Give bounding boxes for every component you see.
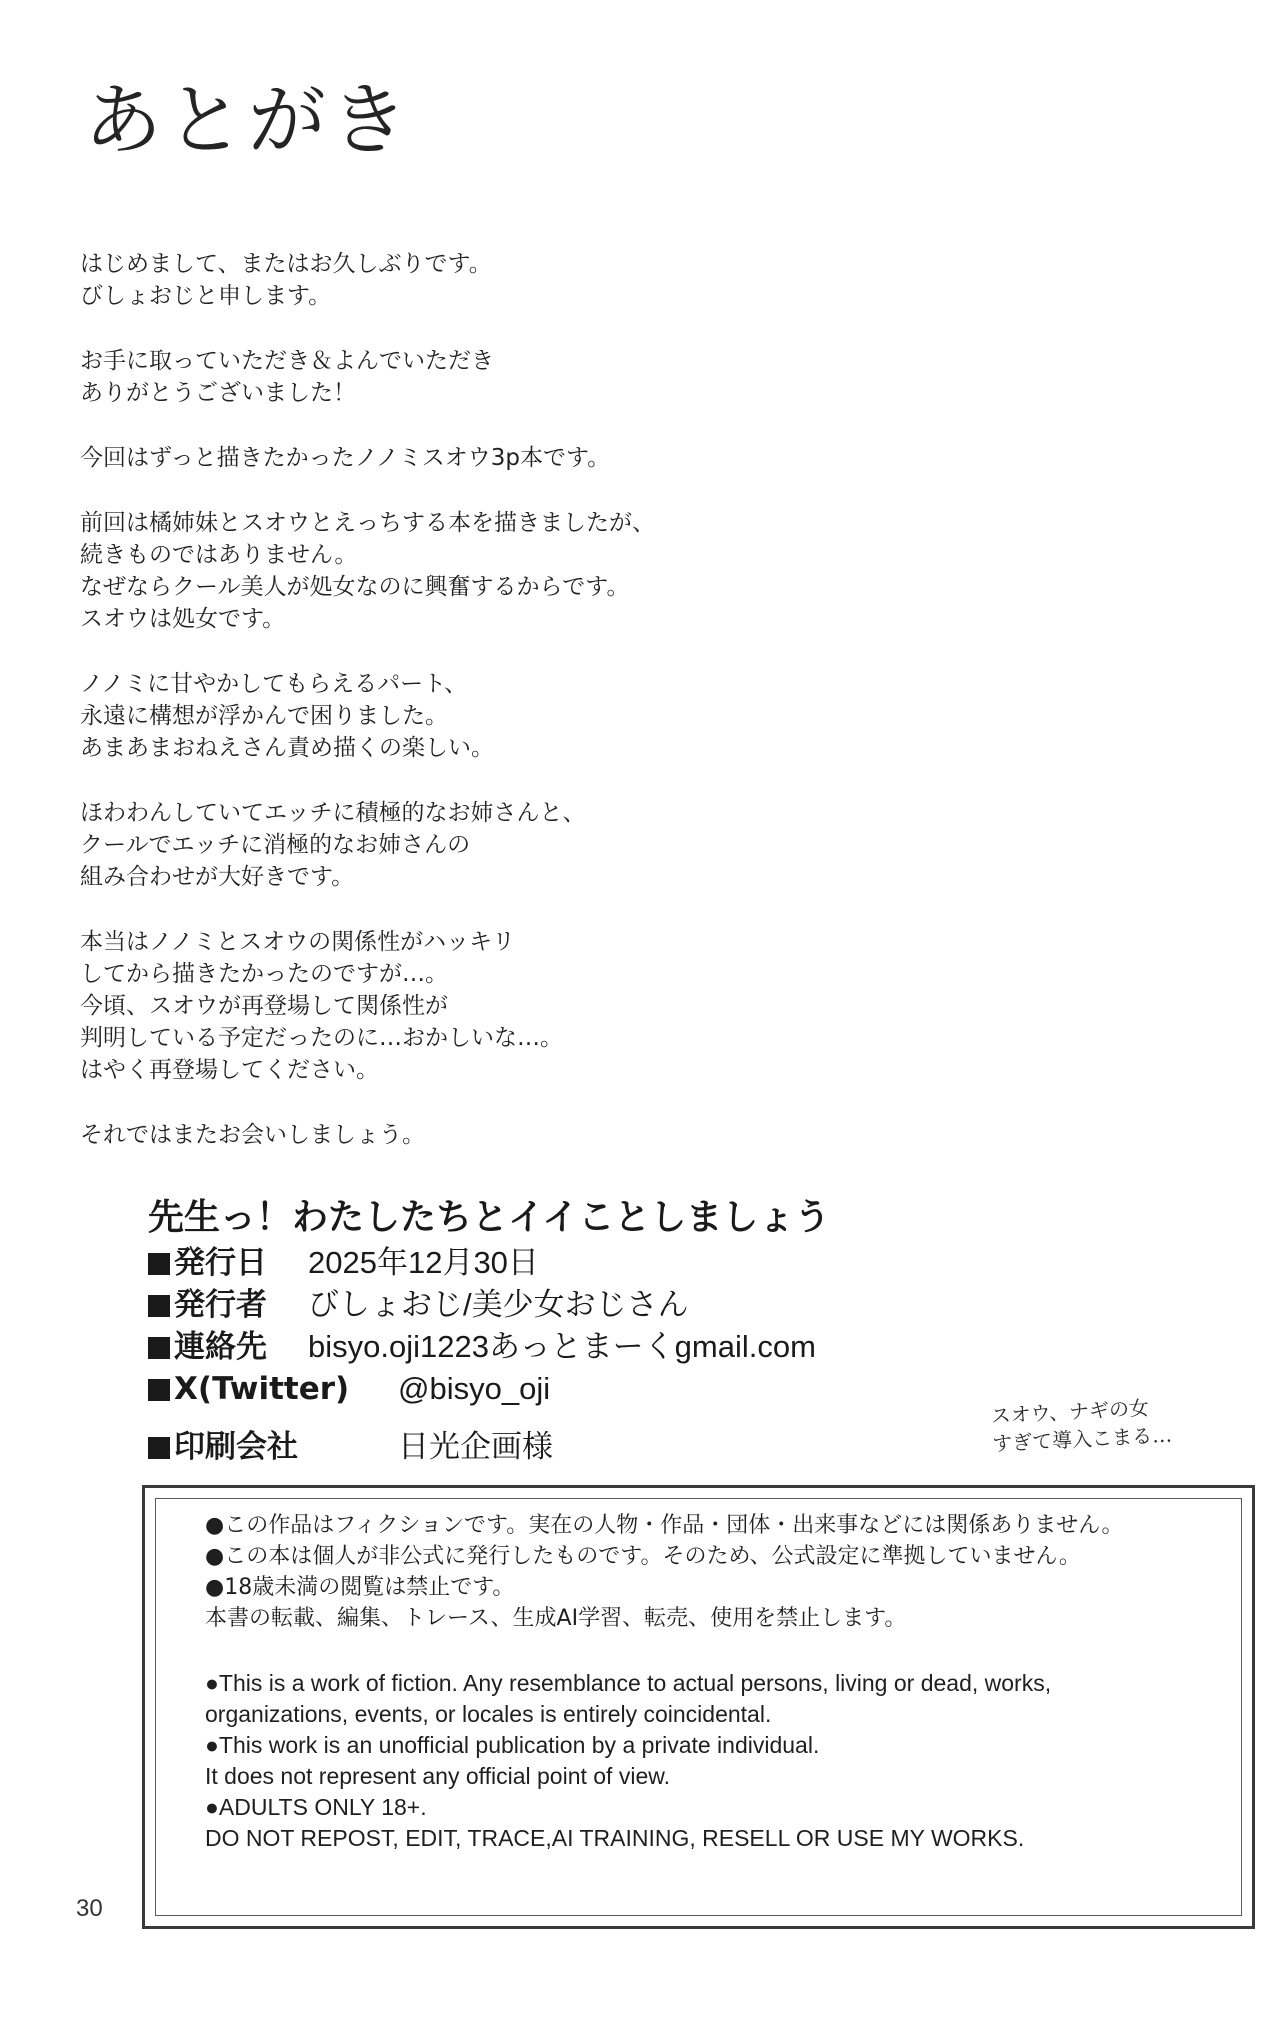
afterword-line: スオウは処女です。 <box>80 606 286 632</box>
handwritten-note <box>990 1392 1193 1458</box>
publish-date-value: 2025年12月30日 <box>308 1245 539 1280</box>
afterword-line: はやく再登場してください。 <box>80 1057 379 1083</box>
afterword-line: あまあまおねえさん責め描くの楽しい。 <box>80 735 494 761</box>
publisher-value: びしょおじ/美少女おじさん <box>308 1287 689 1322</box>
page-number: 30 <box>76 1895 103 1922</box>
afterword-line: してから描きたかったのですが…。 <box>80 961 448 987</box>
printer-value: 日光企画様 <box>398 1429 553 1464</box>
afterword-paragraph <box>80 1119 980 1151</box>
afterword-line: ありがとうございました！ <box>80 380 356 406</box>
notice-line-ja: ●18歳未満の閲覧は禁止です。 <box>205 1575 515 1600</box>
handwritten-note-line: すぎて導入こまる… <box>991 1422 1173 1456</box>
square-bullet-icon <box>148 1379 170 1401</box>
notice-line-en: ●ADULTS ONLY 18+. <box>205 1794 427 1820</box>
contact-row <box>148 1326 1148 1368</box>
afterword-paragraph <box>80 442 980 474</box>
afterword-paragraph <box>80 507 980 635</box>
printer-label: 印刷会社 <box>148 1426 398 1468</box>
publisher-row <box>148 1284 1148 1326</box>
notice-line-en: organizations, events, or locales is entirely coincidental. <box>205 1701 772 1727</box>
afterword-line: それではまたお会いしましょう。 <box>80 1122 425 1148</box>
notice-line-ja: ●この作品はフィクションです。実在の人物・作品・団体・出来事などには関係ありません。 <box>205 1513 1124 1538</box>
notice-text <box>205 1510 1205 1854</box>
notice-line-en: It does not represent any official point of view. <box>205 1763 670 1789</box>
afterword-line: はじめまして、またはお久しぶりです。 <box>80 251 492 277</box>
afterword-line: クールでエッチに消極的なお姉さんの <box>80 832 471 858</box>
afterword-line: 組み合わせが大好きです。 <box>80 864 355 890</box>
square-bullet-icon <box>148 1437 170 1459</box>
square-bullet-icon <box>148 1337 170 1359</box>
publish-date-row <box>148 1242 1148 1284</box>
notice-line-ja: 本書の転載、編集、トレース、生成AI学習、転売、使用を禁止します。 <box>205 1606 907 1631</box>
afterword-paragraph <box>80 248 980 312</box>
afterword-body <box>80 248 980 1184</box>
book-title: 先生っ！わたしたちとイイことしましょう <box>148 1197 831 1238</box>
notice-line-ja: ●この本は個人が非公式に発行したものです。そのため、公式設定に準拠していません。 <box>205 1544 1081 1569</box>
page-title: あとがき <box>84 76 413 166</box>
publish-date-label: 発行日 <box>148 1242 308 1284</box>
afterword-line: 本当はノノミとスオウの関係性がハッキリ <box>80 929 516 955</box>
afterword-line: 前回は橘姉妹とスオウとえっちする本を描きましたが、 <box>80 510 655 536</box>
afterword-line: 続きものではありません。 <box>80 542 358 568</box>
notice-line-en: ●This work is an unofficial publication by a private individual. <box>205 1732 820 1758</box>
contact-value: bisyo.oji1223あっとまーくgmail.com <box>308 1329 816 1364</box>
afterword-paragraph <box>80 926 980 1086</box>
afterword-line: なぜならクール美人が処女なのに興奮するからです。 <box>80 574 630 600</box>
afterword-line: 永遠に構想が浮かんで困りました。 <box>80 703 448 729</box>
afterword-line: 判明している予定だったのに…おかしいな…。 <box>80 1025 563 1051</box>
notice-box <box>142 1485 1255 1929</box>
square-bullet-icon <box>148 1295 170 1317</box>
handwritten-note-line: スオウ、ナギの女 <box>990 1395 1150 1428</box>
afterword-line: ノノミに甘やかしてもらえるパート、 <box>80 671 468 697</box>
afterword-line: ほわわんしていてエッチに積極的なお姉さんと、 <box>80 800 586 826</box>
x-twitter-handle: @bisyo_oji <box>398 1371 551 1406</box>
afterword-line: びしょおじと申します。 <box>80 283 332 309</box>
square-bullet-icon <box>148 1253 170 1275</box>
contact-label: 連絡先 <box>148 1326 308 1368</box>
afterword-line: 今頃、スオウが再登場して関係性が <box>80 993 448 1019</box>
afterword-line: 今回はずっと描きたかったノノミスオウ3p本です。 <box>80 445 611 471</box>
x-twitter-label: X(Twitter) <box>148 1368 398 1410</box>
notice-divider-space <box>205 1634 1205 1668</box>
publisher-label: 発行者 <box>148 1284 308 1326</box>
afterword-paragraph <box>80 668 980 764</box>
notice-line-en: ●This is a work of fiction. Any resemblance to actual persons, living or dead, works, <box>205 1670 1052 1696</box>
notice-line-en: DO NOT REPOST, EDIT, TRACE,AI TRAINING, RESELL OR USE MY WORKS. <box>205 1825 1025 1851</box>
afterword-paragraph <box>80 345 980 409</box>
afterword-line: お手に取っていただき＆よんでいただき <box>80 348 494 374</box>
afterword-paragraph <box>80 797 980 893</box>
